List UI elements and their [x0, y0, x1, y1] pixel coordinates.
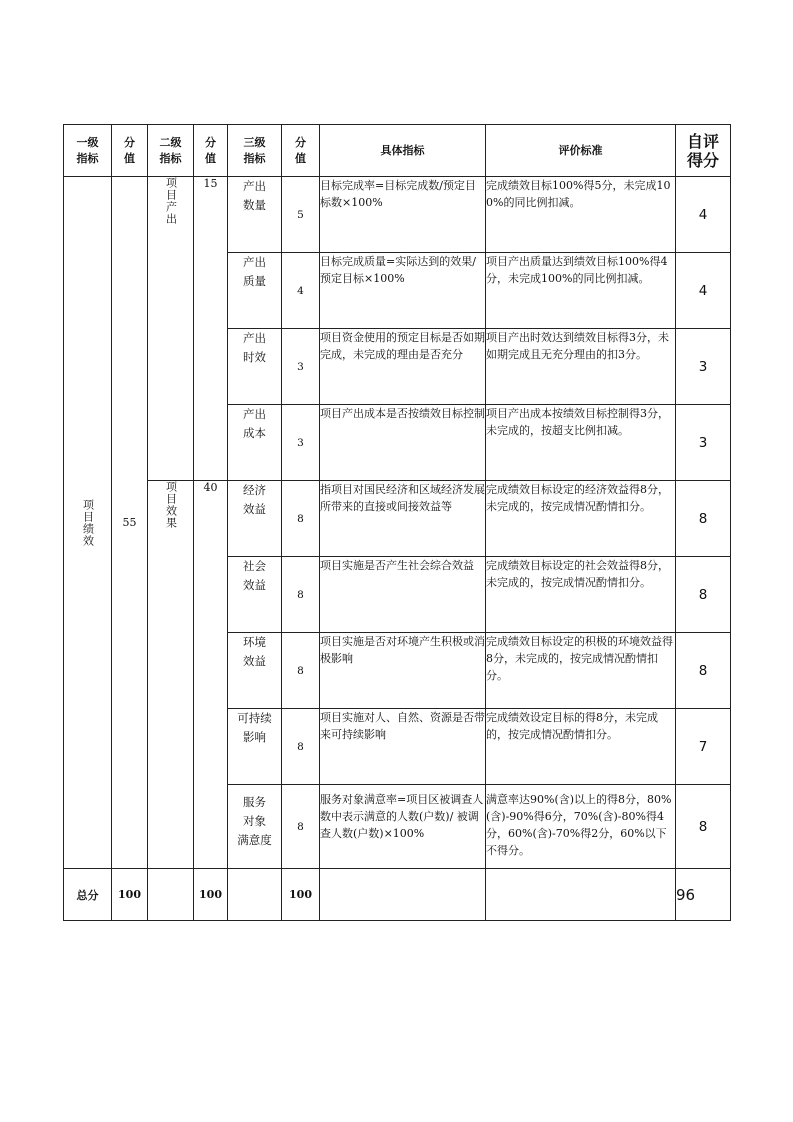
level3-name: 产出 成本	[228, 405, 282, 481]
level3-name: 产出 数量	[228, 177, 282, 253]
level3-score: 5	[282, 177, 320, 253]
header-score2: 分 值	[194, 125, 228, 177]
level3-name: 环境 效益	[228, 633, 282, 709]
detail-cell: 项目资金使用的预定目标是否如期完成，未完成的理由是否充分	[320, 329, 486, 405]
self-score: 3	[676, 405, 731, 481]
self-score: 8	[676, 481, 731, 557]
detail-cell: 项目实施是否对环境产生积极或消极影响	[320, 633, 486, 709]
level2-cell-output	[148, 177, 194, 481]
detail-cell: 目标完成质量=实际达到的效果/预定目标×100%	[320, 253, 486, 329]
total-score1: 100	[112, 869, 148, 921]
level1-score: 55	[112, 177, 148, 869]
detail-cell: 项目实施是否产生社会综合效益	[320, 557, 486, 633]
total-row	[64, 869, 731, 921]
standard-cell: 完成绩效目标设定的积极的环境效益得8分，未完成的，按完成情况酌情扣分。	[486, 633, 676, 709]
self-score: 4	[676, 253, 731, 329]
standard-cell: 完成绩效目标设定的经济效益得8分，未完成的，按完成情况酌情扣分。	[486, 481, 676, 557]
level3-name: 社会 效益	[228, 557, 282, 633]
level3-score: 8	[282, 481, 320, 557]
level3-name: 服务 对象 满意度	[228, 785, 282, 869]
self-score: 8	[676, 633, 731, 709]
level3-score: 8	[282, 633, 320, 709]
header-level3: 三级 指标	[228, 125, 282, 177]
total-empty	[148, 869, 194, 921]
header-standard: 评价标准	[486, 125, 676, 177]
standard-cell: 完成绩效目标100%得5分，未完成100%的同比例扣减。	[486, 177, 676, 253]
level2-score: 40	[194, 481, 228, 869]
header-detail: 具体指标	[320, 125, 486, 177]
level3-name: 产出 时效	[228, 329, 282, 405]
table-row	[64, 177, 731, 253]
level3-score: 3	[282, 329, 320, 405]
level3-name: 可持续 影响	[228, 709, 282, 785]
evaluation-table	[63, 124, 731, 921]
self-score: 7	[676, 709, 731, 785]
level3-name: 产出 质量	[228, 253, 282, 329]
level3-score: 8	[282, 785, 320, 869]
level3-score: 4	[282, 253, 320, 329]
level1-cell	[64, 177, 112, 869]
standard-cell: 项目产出质量达到绩效目标100%得4分，未完成100%的同比例扣减。	[486, 253, 676, 329]
header-row	[64, 125, 731, 177]
total-empty	[228, 869, 282, 921]
level3-score: 8	[282, 557, 320, 633]
header-score3: 分 值	[282, 125, 320, 177]
self-score: 4	[676, 177, 731, 253]
header-self-score: 自评 得分	[676, 125, 731, 177]
level2-score: 15	[194, 177, 228, 481]
detail-cell: 目标完成率=目标完成数/预定目标数×100%	[320, 177, 486, 253]
detail-cell: 服务对象满意率=项目区被调查人数中表示满意的人数(户数)/ 被调查人数(户数)×100%	[320, 785, 486, 869]
total-empty	[486, 869, 676, 921]
table-row	[64, 481, 731, 557]
header-level1: 一级 指标	[64, 125, 112, 177]
standard-cell: 项目产出成本按绩效目标控制得3分，未完成的，按超支比例扣减。	[486, 405, 676, 481]
level3-name: 经济 效益	[228, 481, 282, 557]
total-label: 总分	[64, 869, 112, 921]
level1-name: 项目绩效	[81, 498, 95, 547]
self-score: 8	[676, 557, 731, 633]
header-score1: 分 值	[112, 125, 148, 177]
level3-score: 3	[282, 405, 320, 481]
standard-cell: 项目产出时效达到绩效目标得3分，未如期完成且无充分理由的扣3分。	[486, 329, 676, 405]
total-score3: 100	[282, 869, 320, 921]
standard-cell: 满意率达90%(含)以上的得8分，80%(含)-90%得6分，70%(含)-80%得4分，60%(含)-70%得2分，60%以下不得分。	[486, 785, 676, 869]
total-score2: 100	[194, 869, 228, 921]
standard-cell: 完成绩效目标设定的社会效益得8分，未完成的，按完成情况酌情扣分。	[486, 557, 676, 633]
self-score: 8	[676, 785, 731, 869]
header-level2: 二级 指标	[148, 125, 194, 177]
detail-cell: 指项目对国民经济和区域经济发展所带来的直接或间接效益等	[320, 481, 486, 557]
level2-name: 项目效果	[164, 481, 178, 529]
level3-score: 8	[282, 709, 320, 785]
standard-cell: 完成绩效设定目标的得8分，未完成的，按完成情况酌情扣分。	[486, 709, 676, 785]
total-self-score: 96	[676, 869, 731, 921]
total-empty	[320, 869, 486, 921]
detail-cell: 项目实施对人、自然、资源是否带来可持续影响	[320, 709, 486, 785]
level2-cell-effect	[148, 481, 194, 869]
level2-name: 项目产出	[164, 177, 178, 225]
detail-cell: 项目产出成本是否按绩效目标控制	[320, 405, 486, 481]
self-score: 3	[676, 329, 731, 405]
